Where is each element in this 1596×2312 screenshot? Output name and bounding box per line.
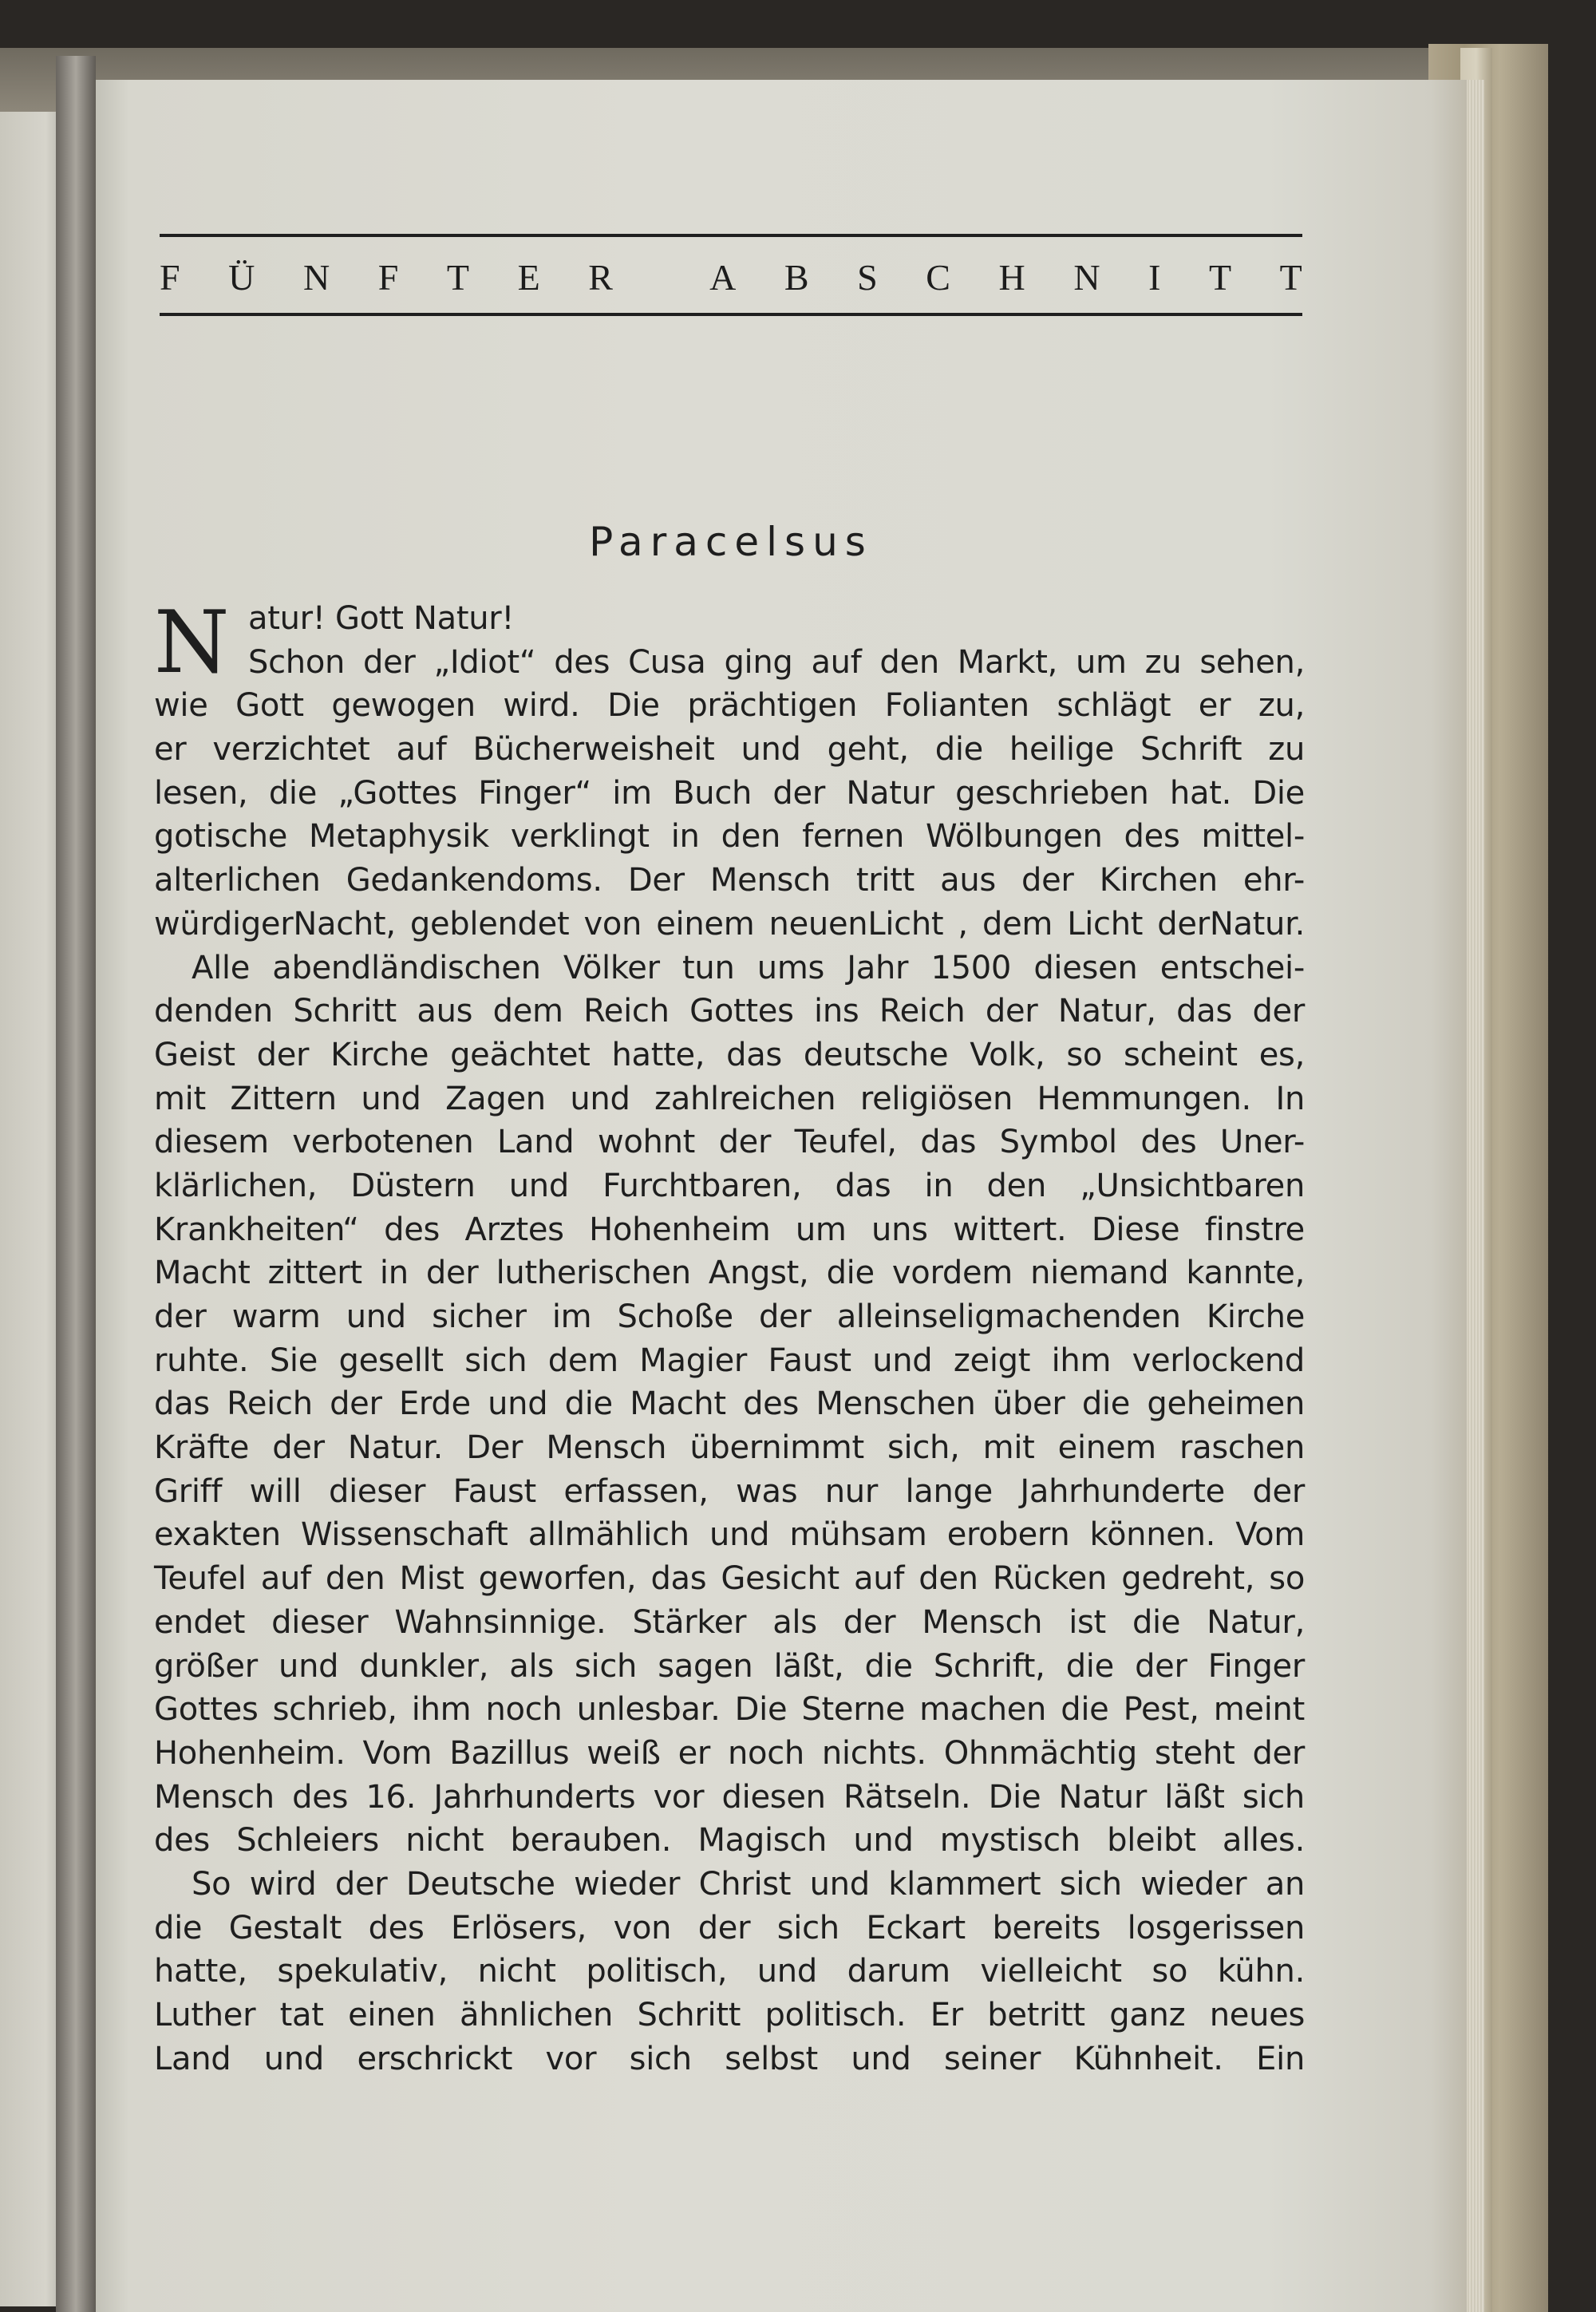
header-letter: S xyxy=(857,257,878,298)
text-line: Griff will dieser Faust erfassen, was nur lange Jahrhunderte der xyxy=(154,1472,1305,1510)
text-line: Krankheiten“ des Arztes Hohenheim um uns wittert. Diese finstre xyxy=(154,1211,1305,1248)
text-line: Teufel auf den Mist geworfen, das Gesicht auf den Rücken gedreht, so xyxy=(154,1560,1305,1598)
text-line: die Gestalt des Erlösers, von der sich Eckart bereits losgerissen xyxy=(154,1909,1305,1946)
text-line: Mensch des 16. Jahrhunderts vor diesen Rätseln. Die Natur läßt sich xyxy=(154,1778,1305,1816)
text-line: Land und erschrickt vor sich selbst und seiner Kühnheit. Ein xyxy=(154,2040,1305,2077)
text-line: atur! Gott Natur! xyxy=(248,600,515,637)
text-line: Schon der „Idiot“ des Cusa ging auf den Markt, um zu sehen, xyxy=(248,643,1305,681)
text-line: Gottes schrieb, ihm noch unlesbar. Die Sterne machen die Pest, meint xyxy=(154,1691,1305,1729)
text-line: wie Gott gewogen wird. Die prächtigen Folianten schlägt er zu, xyxy=(154,687,1305,725)
text-line: Luther tat einen ähnlichen Schritt politisch. Er betritt ganz neues xyxy=(154,1997,1305,2033)
text-line: lesen, die „Gottes Finger“ im Buch der Natur geschrieben hat. Die xyxy=(154,774,1305,812)
section-header xyxy=(160,254,1302,302)
text-line: des Schleiers nicht berauben. Magisch und mystisch bleibt alles. xyxy=(154,1822,1305,1859)
text-line: klärlichen, Düstern und Furchtbaren, das in den „Unsichtbaren xyxy=(154,1167,1305,1204)
text-line: denden Schritt aus dem Reich Gottes ins Reich der Natur, das der xyxy=(154,993,1305,1030)
text-line: Macht zittert in der lutherischen Angst, die vordem niemand kannte, xyxy=(154,1255,1305,1292)
header-letter: E xyxy=(517,257,540,298)
text-line: größer und dunkler, als sich sagen läßt, die Schrift, die der Finger xyxy=(154,1647,1305,1685)
text-line: Hohenheim. Vom Bazillus weiß er noch nichts. Ohnmächtig steht der xyxy=(154,1734,1305,1772)
text-line: exakten Wissenschaft allmählich und mühsam erobern können. Vom xyxy=(154,1516,1305,1554)
text-line: hatte, spekulativ, nicht politisch, und darum vielleicht so kühn. xyxy=(154,1953,1305,1990)
text-line: er verzichtet auf Bücherweisheit und geht, die heilige Schrift zu xyxy=(154,731,1305,769)
header-letter: T xyxy=(1279,257,1302,298)
text-line: würdigerNacht, geblendet von einem neuenLicht , dem Licht derNatur. xyxy=(154,905,1305,943)
text-line: ruhte. Sie gesellt sich dem Magier Faust und zeigt ihm verlockend xyxy=(154,1342,1305,1379)
header-letter: H xyxy=(998,257,1025,298)
text-line: So wird der Deutsche wieder Christ und klammert sich wieder an xyxy=(192,1865,1305,1903)
header-letter: F xyxy=(377,257,399,298)
text-line: Alle abendländischen Völker tun ums Jahr 1500 diesen entschei- xyxy=(192,949,1305,986)
header-letter: T xyxy=(446,257,470,298)
text-line: Geist der Kirche geächtet hatte, das deutsche Volk, so scheint es, xyxy=(154,1036,1305,1073)
header-letter: A xyxy=(709,257,737,298)
chapter-title: Paracelsus xyxy=(589,519,873,565)
body-text xyxy=(154,593,1305,2081)
page-block-edge xyxy=(1467,80,1484,2312)
header-letter: N xyxy=(302,257,330,298)
header-rule-top xyxy=(160,234,1302,237)
text-line: gotische Metaphysik verklingt in den fernen Wölbungen des mittel- xyxy=(154,818,1305,856)
book-spine xyxy=(56,56,96,2312)
header-letter: Ü xyxy=(228,257,255,298)
text-line: der warm und sicher im Schoße der alleinseligmachenden Kirche xyxy=(154,1298,1305,1335)
header-letter: I xyxy=(1148,257,1161,298)
text-line: Kräfte der Natur. Der Mensch übernimmt sich, mit einem raschen xyxy=(154,1429,1305,1467)
text-line: das Reich der Erde und die Macht des Menschen über die geheimen xyxy=(154,1385,1305,1423)
drop-cap: N xyxy=(154,593,230,693)
header-letter: R xyxy=(588,257,613,298)
header-rule-bottom xyxy=(160,313,1302,316)
text-line: alterlichen Gedankendoms. Der Mensch tritt aus der Kirchen ehr- xyxy=(154,862,1305,899)
text-line: diesem verbotenen Land wohnt der Teufel, das Symbol des Uner- xyxy=(154,1124,1305,1161)
header-letter: B xyxy=(784,257,809,298)
header-letter: F xyxy=(160,257,180,298)
text-line: endet dieser Wahnsinnige. Stärker als der Mensch ist die Natur, xyxy=(154,1603,1305,1641)
header-letter: C xyxy=(926,257,950,298)
text-line: mit Zittern und Zagen und zahlreichen religiösen Hemmungen. In xyxy=(154,1080,1305,1117)
header-letter: T xyxy=(1209,257,1232,298)
header-letter: N xyxy=(1073,257,1100,298)
